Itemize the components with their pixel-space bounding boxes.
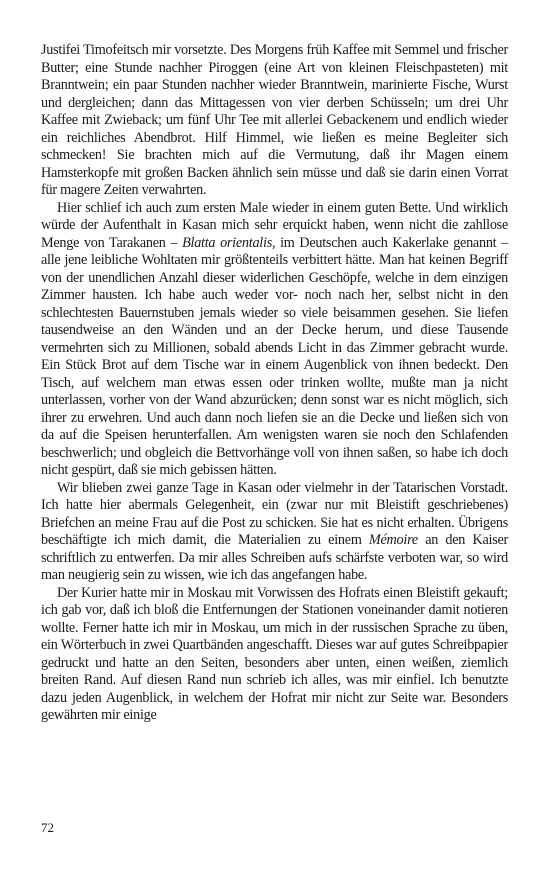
body-text (41, 42, 508, 725)
italic-term: Mémoire (368, 532, 418, 548)
paragraph (41, 480, 508, 585)
paragraph (41, 585, 508, 725)
paragraph (41, 42, 508, 200)
document-page (41, 42, 508, 725)
text-run: im Deutschen auch Kakerlake genannt – alle jene leibliche Wohltaten mir größtenteils verbittert hätte. Man hat keinen Begriff von der unendlichen Anzahl dieser widerlichen Geschöpfe, welche in dem einzigen Zimmer hausten. Ich habe auch weder vor- noch nach her, selbst nicht in den schlechtesten Bauernstuben jemals wieder so viele beisammen gesehen. Sie liefen tausendweise an den Wänden und an der Decke herum, und diese Tausende vermehrten sich zu Millionen, sobald abends Licht in das Zimmer gebracht wurde. Ein Stück Brot auf dem Tische war in einem Augenblick von ihnen bedeckt. Den Tisch, auf welchem man etwas essen oder trinken wollte, mußte man ja nicht unterlassen, vorher von der Wand abzurücken; denn sonst war es nicht möglich, sich ihrer zu erwehren. Und auch dann noch liefen sie an die Decke und ließen sich von da auf die Speisen herunterfallen. Am wenigsten waren sie noch den Schlafenden beschwerlich; und obgleich die Bettvorhänge voll von ihnen saßen, so habe ich doch nicht gespürt, daß sie mich gebissen hätten. (41, 234, 508, 478)
text-run: Wir blieben zwei ganze Tage in Kasan oder vielmehr in der Tatarischen Vorstadt. Ich hatte hier abermals Gelegenheit, ein (zwar nur mit Bleistift geschriebenes) Briefchen an meine Frau auf die Post zu schicken. Sie hat es nicht erhalten. Übrigens beschäftigte ich mich damit, die Materialien zu einem (41, 479, 508, 548)
text-run: an den Kaiser schriftlich zu entwerfen. Da mir alles Schreiben aufs schärfste verboten war, so wird man neugierig sein zu wissen, wie ich das angefangen habe. (41, 532, 508, 583)
text-run: Hier schlief ich auch zum ersten Male wieder in einem guten Bette. Und wirklich würde der Aufenthalt in Kasan mich sehr erquickt haben, wenn nicht die zahllose Menge von Tarakanen – (41, 199, 508, 251)
text-run: Der Kurier hatte mir in Moskau mit Vorwissen des Hofrats einen Bleistift gekauft; ich gab vor, daß ich bloß die Entfernungen der Stationen voneinander damit notieren wollte. Ferner hatte ich mir in Moskau, um mich in der russischen Sprache zu üben, ein Wörterbuch in zwei Quartbänden angeschafft. Dieses war auf gutes Schreibpapier gedruckt und hatte an den Seiten, besonders aber unten, einen weißen, ziemlich breiten Rand. Auf diesen Rand nun schrieb ich alles, was mir einfiel. Ich benutzte dazu jeden Augenblick, in welchem der Hofrat mir nicht zur Seite war. Besonders gewährten mir einige (41, 584, 508, 723)
paragraph (41, 200, 508, 480)
page-number: 72 (41, 820, 54, 835)
text-run: Justifei Timofeitsch mir vorsetzte. Des Morgens früh Kaffee mit Semmel und frischer Butter; eine Stunde nachher Piroggen (eine Art von kleinen Fleischpasteten) mit Branntwein; ein paar Stunden nachher wieder Branntwein, marinierte Fische, Wurst und dergleichen; dann das Mittagessen von vier derben Schüsseln; um drei Uhr Kaffee mit Zwieback; um fünf Uhr Tee mit allerlei Gebackenem und endlich wieder ein reichliches Abendbrot. Hilf Himmel, wie ließen es meine Begleiter sich schmecken! Sie brachten mich auf die Vermutung, daß ihr Magen einem Hamsterkopfe mit großen Backen ähnlich sein müsse und daß sie darin einen Vorrat für magere Zeiten verwahrten. (41, 42, 508, 198)
italic-term: Blatta orientalis, (182, 234, 276, 251)
